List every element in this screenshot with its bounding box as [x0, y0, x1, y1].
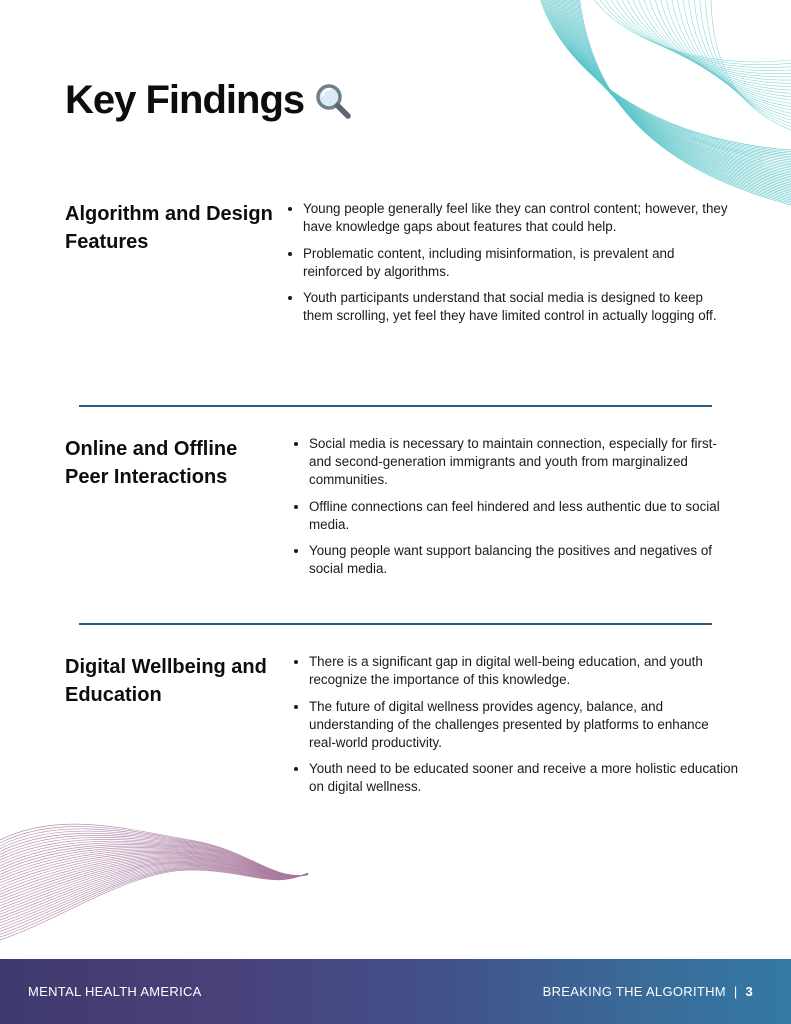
section-heading: Algorithm and Design Features	[65, 203, 273, 253]
list-item: • Problematic content, including misinformation, is prevalent and reinforced by algorithms.	[303, 245, 733, 281]
section-divider	[79, 405, 712, 407]
list-item: • Youth participants understand that social media is designed to keep them scrolling, yet feel they have limited control in actually logging off.	[303, 289, 733, 325]
list-item: • There is a significant gap in digital well-being education, and youth recognize the importance of this knowledge.	[309, 653, 739, 689]
section-heading: Online and Offline Peer Interactions	[65, 438, 238, 488]
page-title-text: Key Findings	[65, 78, 305, 122]
bullet-list	[287, 200, 733, 334]
list-item: • The future of digital wellness provides agency, balance, and understanding of the challenges presented by platforms to enhance real-world productivity.	[309, 698, 739, 752]
bullet-list	[293, 653, 739, 805]
footer-document-title: BREAKING THE ALGORITHM	[542, 984, 726, 999]
page-footer	[0, 959, 791, 1024]
decorative-wave-top	[531, 0, 791, 215]
list-item: • Offline connections can feel hindered and less authentic due to social media.	[309, 498, 739, 534]
bullet-list	[293, 435, 739, 587]
section-divider	[79, 623, 712, 625]
list-item: • Young people generally feel like they can control content; however, they have knowledge gaps about features that could help.	[303, 200, 733, 236]
magnifying-glass-icon	[312, 80, 354, 122]
page-number: 3	[745, 984, 753, 999]
decorative-wave-bottom	[0, 820, 320, 960]
section-heading: Digital Wellbeing and Education	[65, 656, 267, 706]
list-item: • Young people want support balancing the positives and negatives of social media.	[309, 542, 739, 578]
page-title	[65, 78, 354, 123]
list-item: • Youth need to be educated sooner and receive a more holistic education on digital wellness.	[309, 760, 739, 796]
footer-separator: |	[733, 984, 738, 999]
list-item: • Social media is necessary to maintain connection, especially for first- and second-generation immigrants and youth from marginalized communities.	[309, 435, 739, 489]
footer-document-info	[543, 984, 753, 999]
footer-organization: MENTAL HEALTH AMERICA	[28, 984, 202, 999]
